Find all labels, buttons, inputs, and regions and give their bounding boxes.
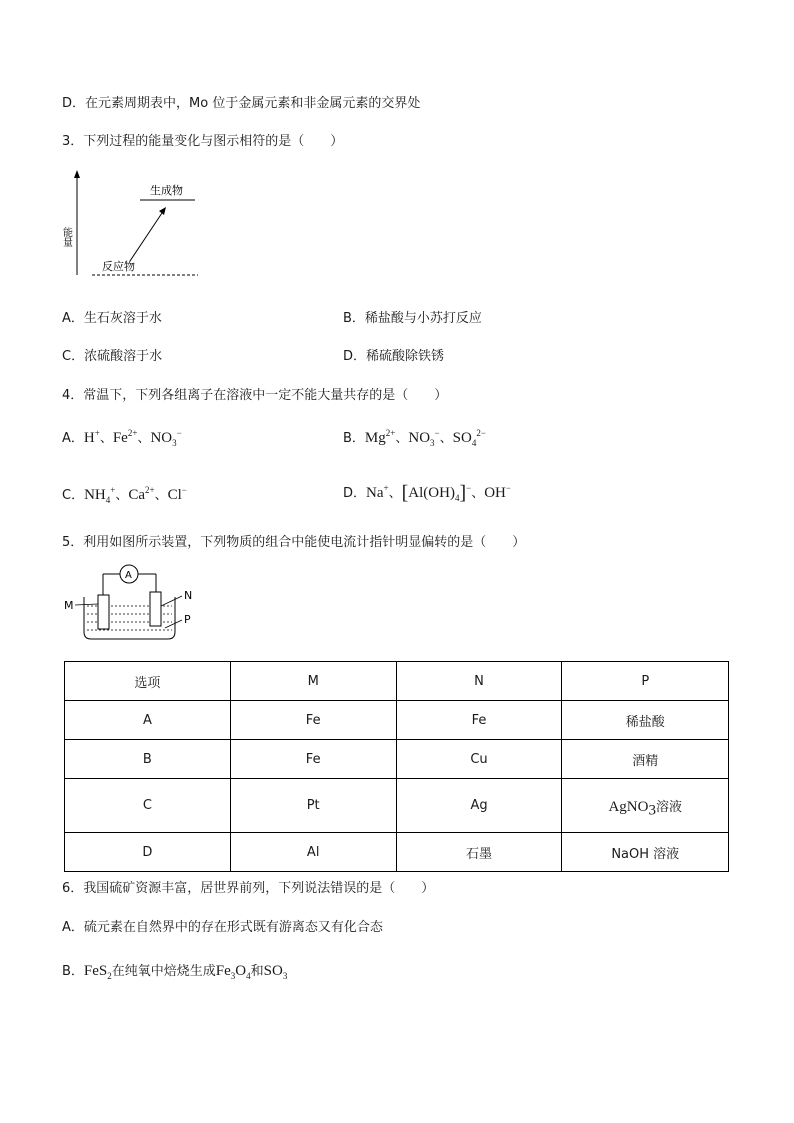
q6-stem: 6．我国硫矿资源丰富，居世界前列，下列说法错误的是（ ） xyxy=(62,881,435,896)
q4-option-c xyxy=(62,484,187,504)
reaction-arrow xyxy=(130,210,164,261)
ion: NO xyxy=(150,430,173,446)
leader-m xyxy=(75,604,98,605)
table-cell: 石墨 xyxy=(396,833,562,872)
charge: − xyxy=(181,485,187,495)
table-header-cell: N xyxy=(396,662,562,701)
cell-text: 溶液 xyxy=(655,799,682,815)
energy-diagram xyxy=(60,165,210,280)
ammeter-label: A xyxy=(125,570,132,581)
ion: Al(OH) xyxy=(408,485,455,501)
option-label: C． xyxy=(62,488,85,503)
leader-p xyxy=(165,620,182,628)
table-cell: Fe xyxy=(396,701,562,740)
table-cell: Cu xyxy=(396,740,562,779)
q6-option-b xyxy=(62,960,287,980)
energy-axis-arrow xyxy=(74,170,80,178)
q4-option-d xyxy=(343,482,511,505)
q5-options-table xyxy=(64,661,729,872)
ion: Fe xyxy=(112,430,128,446)
charge: + xyxy=(383,483,389,493)
label-m: M xyxy=(64,599,74,612)
subscript: 3 xyxy=(172,438,177,448)
charge: + xyxy=(94,428,100,438)
q3-option-b: B．稀盐酸与小苏打反应 xyxy=(343,311,482,326)
charge: − xyxy=(466,483,472,493)
subscript: 4 xyxy=(454,493,460,503)
option-label: D． xyxy=(343,486,367,501)
q2-option-d: D．在元素周期表中，Mo 位于金属元素和非金属元素的交界处 xyxy=(62,96,421,111)
table-row xyxy=(65,779,729,833)
ion: Ca xyxy=(128,487,146,503)
charge: − xyxy=(434,428,440,438)
q3-option-c: C．浓硫酸溶于水 xyxy=(62,349,163,364)
ion: NO xyxy=(408,430,431,446)
ion: SO xyxy=(452,430,472,446)
option-label: B． xyxy=(343,431,365,446)
table-row xyxy=(65,701,729,740)
table-header-cell: P xyxy=(562,662,729,701)
q4-option-b xyxy=(343,427,486,447)
ion: H xyxy=(83,430,95,446)
text: 和 xyxy=(250,964,264,979)
separator: 、 xyxy=(388,486,402,501)
table-header-cell: M xyxy=(230,662,396,701)
table-cell: NaOH 溶液 xyxy=(562,833,729,872)
table-header-cell: 选项 xyxy=(65,662,231,701)
formula: Fe xyxy=(215,963,231,979)
subscript: 3 xyxy=(648,802,656,819)
ion: NH xyxy=(84,487,106,503)
option-label: A． xyxy=(62,431,84,446)
table-cell xyxy=(562,779,729,833)
reaction-arrow-head xyxy=(159,207,166,215)
separator: 、 xyxy=(115,488,129,503)
table-row xyxy=(65,833,729,872)
charge: + xyxy=(110,485,116,495)
electrode-m xyxy=(98,595,109,629)
reactant-label: 反应物 xyxy=(102,260,135,273)
ion: OH xyxy=(484,485,506,501)
formula: SO xyxy=(263,963,283,979)
table-cell: 稀盐酸 xyxy=(562,701,729,740)
charge: − xyxy=(505,483,511,493)
bracket-left: [ xyxy=(401,482,409,504)
q3-option-d: D．稀硫酸除铁锈 xyxy=(343,349,445,364)
subscript: 3 xyxy=(430,438,435,448)
table-cell: Pt xyxy=(230,779,396,833)
table-cell: A xyxy=(65,701,231,740)
subscript: 3 xyxy=(282,971,288,981)
charge: 2+ xyxy=(145,485,155,495)
table-cell: 酒精 xyxy=(562,740,729,779)
table-cell: Fe xyxy=(230,740,396,779)
q4-stem: 4．常温下，下列各组离子在溶液中一定不能大量共存的是（ ） xyxy=(62,388,448,403)
subscript: 3 xyxy=(230,971,236,981)
ion: Mg xyxy=(364,430,386,446)
separator: 、 xyxy=(154,488,168,503)
charge: 2+ xyxy=(127,428,138,438)
subscript: 4 xyxy=(471,438,477,448)
table-cell: B xyxy=(65,740,231,779)
subscript: 2 xyxy=(107,971,112,981)
charge: 2+ xyxy=(385,428,396,438)
option-label: B． xyxy=(62,964,84,979)
charge: − xyxy=(176,428,182,438)
formula: AgNO xyxy=(608,798,649,815)
galvanic-cell-diagram xyxy=(60,562,210,647)
q4-option-a xyxy=(62,427,182,447)
text: 在纯氧中焙烧生成 xyxy=(111,964,216,979)
separator: 、 xyxy=(99,431,113,446)
electrode-n xyxy=(150,592,161,626)
product-label: 生成物 xyxy=(150,184,183,197)
energy-axis-label: 能量 xyxy=(60,227,72,247)
ion: Na xyxy=(366,485,384,501)
table-row xyxy=(65,740,729,779)
separator: 、 xyxy=(137,431,151,446)
subscript: 4 xyxy=(246,971,251,981)
label-n: N xyxy=(184,589,193,602)
table-cell: C xyxy=(65,779,231,833)
table-cell: Ag xyxy=(396,779,562,833)
separator: 、 xyxy=(395,431,409,446)
ion: Cl xyxy=(167,487,182,503)
q6-option-a: A．硫元素在自然界中的存在形式既有游离态又有化合态 xyxy=(62,920,383,935)
bracket-right: ] xyxy=(459,482,467,504)
q3-stem: 3．下列过程的能量变化与图示相符的是（ ） xyxy=(62,134,344,149)
formula: FeS xyxy=(83,963,108,979)
leader-n xyxy=(161,596,182,606)
q3-option-a: A．生石灰溶于水 xyxy=(62,311,162,326)
label-p: P xyxy=(184,613,191,626)
table-cell: Al xyxy=(230,833,396,872)
separator: 、 xyxy=(439,431,453,446)
charge: 2− xyxy=(476,428,486,438)
formula: O xyxy=(235,963,247,979)
q5-stem: 5．利用如图所示装置，下列物质的组合中能使电流计指针明显偏转的是（ ） xyxy=(62,535,526,550)
table-cell: Fe xyxy=(230,701,396,740)
table-cell: D xyxy=(65,833,231,872)
separator: 、 xyxy=(471,486,485,501)
table-header-row xyxy=(65,662,729,701)
subscript: 4 xyxy=(105,495,111,505)
